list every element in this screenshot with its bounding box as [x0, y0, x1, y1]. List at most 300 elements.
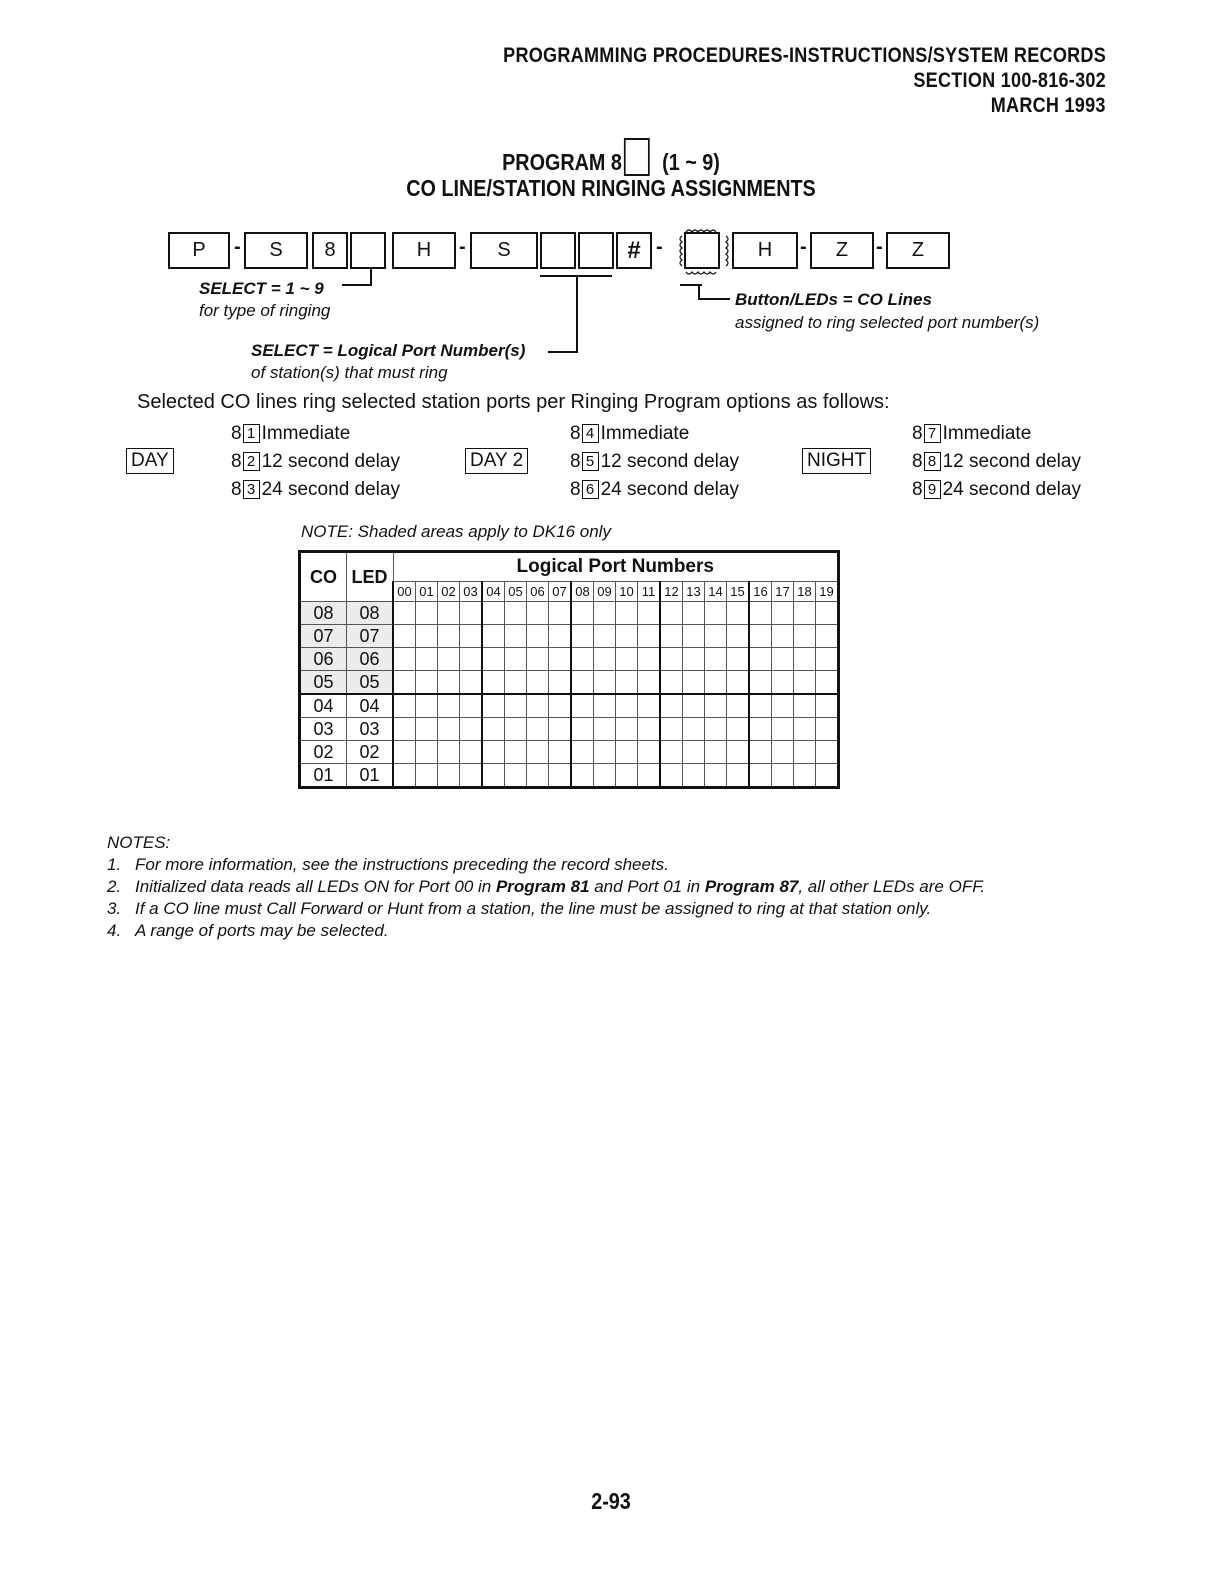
assignment-cell[interactable]	[749, 718, 772, 741]
assignment-cell[interactable]	[660, 741, 683, 764]
port-number: 04	[482, 582, 505, 602]
port-number: 06	[527, 582, 549, 602]
assignment-cell[interactable]	[705, 671, 727, 695]
assignment-cell[interactable]	[772, 764, 794, 788]
assignment-cell[interactable]	[438, 741, 460, 764]
assignment-cell[interactable]	[705, 625, 727, 648]
program-title	[86, 138, 1137, 176]
program-range: (1 ~ 9)	[662, 149, 720, 175]
assignment-cell[interactable]	[571, 648, 594, 671]
flashing-led-icon	[664, 214, 744, 286]
option-text: 24 second delay	[600, 479, 739, 500]
assignment-cell[interactable]	[683, 671, 705, 695]
page-number: 2-93	[591, 1488, 631, 1514]
key-blank	[350, 232, 386, 269]
assignment-cell[interactable]	[683, 764, 705, 788]
ringing-assignment-table	[298, 550, 840, 789]
assignment-cell[interactable]	[727, 625, 750, 648]
co-cell: 01	[300, 764, 347, 788]
assignment-cell[interactable]	[438, 671, 460, 695]
assignment-cell[interactable]	[727, 764, 750, 788]
assignment-cell[interactable]	[683, 648, 705, 671]
assignment-cell[interactable]	[616, 625, 638, 648]
ringing-option	[231, 420, 350, 448]
ringing-option	[912, 420, 1031, 448]
table-body	[300, 602, 839, 788]
ringing-option	[912, 476, 1081, 504]
assignment-cell[interactable]	[438, 694, 460, 718]
note-text: For more information, see the instructions preceding the record sheets.	[135, 855, 669, 874]
select-ports-label: SELECT = Logical Port Number(s)	[251, 341, 526, 360]
port-number: 10	[616, 582, 638, 602]
option-text: Immediate	[942, 423, 1032, 444]
option-number-box: 1	[243, 424, 260, 443]
assignment-cell[interactable]	[638, 602, 661, 625]
notes-section	[107, 832, 985, 942]
assignment-cell[interactable]	[527, 648, 549, 671]
note-text: A range of ports may be selected.	[135, 921, 389, 940]
assignment-cell[interactable]	[416, 718, 438, 741]
note-number: 2.	[107, 877, 122, 896]
assignment-cell[interactable]	[594, 694, 616, 718]
assignment-cell[interactable]	[482, 764, 505, 788]
assignment-cell[interactable]	[660, 602, 683, 625]
assignment-cell[interactable]	[571, 671, 594, 695]
assignment-cell[interactable]	[594, 741, 616, 764]
notes-list	[107, 854, 985, 942]
assignment-cell[interactable]	[616, 741, 638, 764]
assignment-cell[interactable]	[816, 764, 839, 788]
option-text: 24 second delay	[942, 479, 1081, 500]
option-text: Immediate	[600, 423, 690, 444]
assignment-cell[interactable]	[705, 694, 727, 718]
port-number: 17	[772, 582, 794, 602]
key-hash: #	[616, 232, 652, 269]
leader-line	[342, 284, 372, 286]
notes-heading: NOTES:	[107, 833, 171, 852]
note-number: 1.	[107, 855, 122, 874]
port-number: 07	[549, 582, 572, 602]
assignment-cell[interactable]	[438, 602, 460, 625]
assignment-cell[interactable]	[816, 741, 839, 764]
assignment-cell[interactable]	[438, 718, 460, 741]
led-cell: 06	[347, 648, 394, 671]
assignment-cell[interactable]	[505, 625, 527, 648]
assignment-cell[interactable]	[794, 741, 816, 764]
col-led-header: LED	[347, 552, 394, 602]
assignment-cell[interactable]	[571, 694, 594, 718]
assignment-cell[interactable]	[460, 764, 483, 788]
assignment-cell[interactable]	[772, 648, 794, 671]
note-text: Program 87	[704, 877, 799, 896]
assignment-cell[interactable]	[683, 694, 705, 718]
ringing-option	[570, 476, 739, 504]
assignment-cell[interactable]	[660, 764, 683, 788]
assignment-cell[interactable]	[460, 671, 483, 695]
assignment-cell[interactable]	[460, 602, 483, 625]
led-cell: 01	[347, 764, 394, 788]
header-section: SECTION 100-816-302	[913, 69, 1106, 92]
assignment-cell[interactable]	[482, 671, 505, 695]
assignment-cell[interactable]	[460, 625, 483, 648]
assignment-cell[interactable]	[794, 718, 816, 741]
assignment-cell[interactable]	[416, 648, 438, 671]
mode-night: NIGHT	[802, 448, 871, 474]
col-co-header: CO	[300, 552, 347, 602]
assignment-cell[interactable]	[816, 694, 839, 718]
assignment-cell[interactable]	[482, 602, 505, 625]
assignment-cell[interactable]	[794, 602, 816, 625]
led-cell: 05	[347, 671, 394, 695]
led-cell: 04	[347, 694, 394, 718]
option-prefix: 8	[231, 479, 242, 500]
ringing-option	[231, 476, 400, 504]
assignment-cell[interactable]	[616, 694, 638, 718]
assignment-cell[interactable]	[772, 718, 794, 741]
assignment-cell[interactable]	[416, 764, 438, 788]
assignment-cell[interactable]	[594, 602, 616, 625]
assignment-cell[interactable]	[505, 764, 527, 788]
assignment-cell[interactable]	[705, 648, 727, 671]
program-subtitle: CO LINE/STATION RINGING ASSIGNMENTS	[406, 175, 816, 201]
note-text: and Port 01 in	[589, 877, 705, 896]
assignment-cell[interactable]	[638, 625, 661, 648]
led-cell: 08	[347, 602, 394, 625]
assignment-cell[interactable]	[549, 671, 572, 695]
assignment-cell[interactable]	[772, 671, 794, 695]
assignment-cell[interactable]	[393, 741, 416, 764]
assignment-cell[interactable]	[393, 602, 416, 625]
header-title: PROGRAMMING PROCEDURES-INSTRUCTIONS/SYSTEM RECORDS	[503, 44, 1106, 67]
assignment-cell[interactable]	[794, 764, 816, 788]
assignment-cell[interactable]	[727, 648, 750, 671]
option-number-box: 7	[924, 424, 941, 443]
option-number-box: 9	[924, 480, 941, 499]
key-h: H	[732, 232, 798, 269]
mode-day: DAY	[126, 448, 174, 474]
assignment-cell[interactable]	[816, 671, 839, 695]
ringing-option	[231, 448, 400, 476]
note-item	[107, 876, 985, 898]
note-number: 3.	[107, 899, 122, 918]
table-row	[300, 671, 839, 695]
key-dash: -	[800, 236, 807, 258]
assignment-cell[interactable]	[660, 671, 683, 695]
assignment-cell[interactable]	[527, 764, 549, 788]
leader-line	[698, 298, 730, 300]
option-text: Immediate	[261, 423, 351, 444]
assignment-cell[interactable]	[616, 648, 638, 671]
table-row	[300, 764, 839, 788]
table-note: NOTE: Shaded areas apply to DK16 only	[301, 522, 611, 541]
assignment-cell[interactable]	[527, 741, 549, 764]
co-cell: 05	[300, 671, 347, 695]
option-prefix: 8	[570, 479, 581, 500]
assignment-cell[interactable]	[749, 764, 772, 788]
note-text: , all other LEDs are OFF.	[798, 877, 986, 896]
port-number: 15	[727, 582, 750, 602]
option-prefix: 8	[912, 479, 923, 500]
port-number: 03	[460, 582, 483, 602]
assignment-cell[interactable]	[594, 764, 616, 788]
assignment-cell[interactable]	[772, 625, 794, 648]
key-blank	[578, 232, 614, 269]
assignment-cell[interactable]	[638, 694, 661, 718]
assignment-cell[interactable]	[749, 741, 772, 764]
assignment-cell[interactable]	[816, 718, 839, 741]
port-number: 13	[683, 582, 705, 602]
assignment-cell[interactable]	[727, 602, 750, 625]
assignment-cell[interactable]	[505, 648, 527, 671]
note-text: Program 81	[495, 877, 590, 896]
assignment-cell[interactable]	[460, 741, 483, 764]
assignment-cell[interactable]	[727, 741, 750, 764]
header-date: MARCH 1993	[991, 94, 1106, 117]
assignment-cell[interactable]	[638, 671, 661, 695]
assignment-cell[interactable]	[438, 648, 460, 671]
option-text: 24 second delay	[261, 479, 400, 500]
assignment-cell[interactable]	[549, 625, 572, 648]
button-leds-desc: assigned to ring selected port number(s)	[735, 313, 1040, 332]
leader-line	[576, 276, 578, 352]
program-prefix: PROGRAM 8	[502, 149, 622, 175]
assignment-cell[interactable]	[416, 741, 438, 764]
assignment-cell[interactable]	[660, 694, 683, 718]
assignment-cell[interactable]	[549, 602, 572, 625]
co-cell: 02	[300, 741, 347, 764]
assignment-cell[interactable]	[683, 602, 705, 625]
assignment-cell[interactable]	[660, 625, 683, 648]
assignment-cell[interactable]	[660, 718, 683, 741]
assignment-cell[interactable]	[616, 718, 638, 741]
port-number: 19	[816, 582, 839, 602]
assignment-cell[interactable]	[571, 741, 594, 764]
port-number: 18	[794, 582, 816, 602]
assignment-cell[interactable]	[660, 648, 683, 671]
assignment-cell[interactable]	[416, 694, 438, 718]
option-prefix: 8	[570, 423, 581, 444]
table-row	[300, 741, 839, 764]
key-s: S	[244, 232, 308, 269]
assignment-cell[interactable]	[571, 602, 594, 625]
key-dash: -	[234, 236, 241, 258]
assignment-cell[interactable]	[594, 648, 616, 671]
assignment-cell[interactable]	[638, 764, 661, 788]
note-item	[107, 898, 985, 920]
assignment-cell[interactable]	[549, 764, 572, 788]
table-row	[300, 625, 839, 648]
port-number: 14	[705, 582, 727, 602]
port-number: 12	[660, 582, 683, 602]
port-number: 01	[416, 582, 438, 602]
assignment-cell[interactable]	[794, 671, 816, 695]
assignment-cell[interactable]	[683, 741, 705, 764]
assignment-cell[interactable]	[460, 648, 483, 671]
select-ringing-desc: for type of ringing	[199, 301, 331, 320]
assignment-cell[interactable]	[571, 625, 594, 648]
assignment-cell[interactable]	[416, 602, 438, 625]
port-number: 09	[594, 582, 616, 602]
port-number: 16	[749, 582, 772, 602]
assignment-cell[interactable]	[527, 718, 549, 741]
assignment-cell[interactable]	[727, 694, 750, 718]
led-cell: 03	[347, 718, 394, 741]
assignment-cell[interactable]	[549, 741, 572, 764]
key-blank	[540, 232, 576, 269]
port-number: 08	[571, 582, 594, 602]
key-h: H	[392, 232, 456, 269]
assignment-cell[interactable]	[749, 625, 772, 648]
option-number-box: 4	[582, 424, 599, 443]
option-number-box: 8	[924, 452, 941, 471]
assignment-cell[interactable]	[705, 741, 727, 764]
ringing-option	[570, 420, 689, 448]
assignment-cell[interactable]	[816, 602, 839, 625]
assignment-cell[interactable]	[705, 718, 727, 741]
assignment-cell[interactable]	[438, 764, 460, 788]
note-item	[107, 854, 985, 876]
assignment-cell[interactable]	[482, 625, 505, 648]
assignment-cell[interactable]	[638, 741, 661, 764]
leader-line	[698, 285, 700, 299]
assignment-cell[interactable]	[527, 625, 549, 648]
assignment-cell[interactable]	[393, 764, 416, 788]
assignment-cell[interactable]	[505, 602, 527, 625]
assignment-cell[interactable]	[616, 671, 638, 695]
assignment-cell[interactable]	[794, 625, 816, 648]
assignment-cell[interactable]	[482, 694, 505, 718]
assignment-cell[interactable]	[393, 718, 416, 741]
co-cell: 06	[300, 648, 347, 671]
led-cell: 02	[347, 741, 394, 764]
table-row	[300, 694, 839, 718]
assignment-cell[interactable]	[393, 648, 416, 671]
program-digit-box	[624, 138, 650, 176]
co-cell: 08	[300, 602, 347, 625]
ringing-option	[570, 448, 739, 476]
note-item	[107, 920, 985, 942]
assignment-cell[interactable]	[527, 671, 549, 695]
key-dash: -	[876, 236, 883, 258]
port-number: 00	[393, 582, 416, 602]
ringing-option	[912, 448, 1081, 476]
table-row	[300, 718, 839, 741]
mode-day-2: DAY 2	[465, 448, 528, 474]
port-number: 02	[438, 582, 460, 602]
assignment-cell[interactable]	[794, 648, 816, 671]
assignment-cell[interactable]	[816, 648, 839, 671]
assignment-cell[interactable]	[393, 694, 416, 718]
option-number-box: 5	[582, 452, 599, 471]
assignment-cell[interactable]	[482, 741, 505, 764]
option-prefix: 8	[912, 451, 923, 472]
assignment-cell[interactable]	[594, 671, 616, 695]
assignment-cell[interactable]	[705, 602, 727, 625]
assignment-cell[interactable]	[727, 671, 750, 695]
assignment-cell[interactable]	[616, 602, 638, 625]
key-s: S	[470, 232, 538, 269]
assignment-cell[interactable]	[749, 694, 772, 718]
assignment-cell[interactable]	[816, 625, 839, 648]
port-number: 11	[638, 582, 661, 602]
assignment-cell[interactable]	[705, 764, 727, 788]
assignment-cell[interactable]	[482, 718, 505, 741]
key-dash: -	[656, 236, 663, 258]
assignment-cell[interactable]	[749, 602, 772, 625]
table-row	[300, 648, 839, 671]
assignment-cell[interactable]	[416, 671, 438, 695]
assignment-cell[interactable]	[549, 694, 572, 718]
assignment-cell[interactable]	[505, 671, 527, 695]
key-dash: -	[459, 236, 466, 258]
assignment-cell[interactable]	[527, 602, 549, 625]
note-text: If a CO line must Call Forward or Hunt from a station, the line must be assigned to ring at that station only.	[135, 899, 932, 918]
option-number-box: 3	[243, 480, 260, 499]
leader-line	[548, 351, 578, 353]
option-prefix: 8	[231, 423, 242, 444]
leader-line	[370, 269, 372, 285]
assignment-cell[interactable]	[460, 718, 483, 741]
assignment-cell[interactable]	[505, 741, 527, 764]
select-ports-desc: of station(s) that must ring	[251, 363, 448, 382]
assignment-cell[interactable]	[505, 694, 527, 718]
note-number: 4.	[107, 921, 122, 940]
assignment-cell[interactable]	[438, 625, 460, 648]
assignment-cell[interactable]	[727, 718, 750, 741]
table-row	[300, 602, 839, 625]
assignment-cell[interactable]	[749, 648, 772, 671]
option-text: 12 second delay	[942, 451, 1081, 472]
option-text: 12 second delay	[600, 451, 739, 472]
note-text: Initialized data reads all LEDs ON for Port 00 in	[135, 877, 496, 896]
assignment-cell[interactable]	[772, 741, 794, 764]
assignment-cell[interactable]	[772, 694, 794, 718]
logical-port-header: Logical Port Numbers	[393, 552, 839, 582]
key-z: Z	[886, 232, 950, 269]
assignment-cell[interactable]	[482, 648, 505, 671]
assignment-cell[interactable]	[416, 625, 438, 648]
assignment-cell[interactable]	[393, 625, 416, 648]
key-z: Z	[810, 232, 874, 269]
assignment-cell[interactable]	[393, 671, 416, 695]
co-cell: 03	[300, 718, 347, 741]
assignment-cell[interactable]	[549, 648, 572, 671]
assignment-cell[interactable]	[594, 625, 616, 648]
assignment-cell[interactable]	[505, 718, 527, 741]
co-cell: 04	[300, 694, 347, 718]
assignment-cell[interactable]	[460, 694, 483, 718]
option-prefix: 8	[570, 451, 581, 472]
assignment-cell[interactable]	[571, 764, 594, 788]
option-number-box: 2	[243, 452, 260, 471]
option-prefix: 8	[231, 451, 242, 472]
assignment-cell[interactable]	[683, 625, 705, 648]
assignment-cell[interactable]	[749, 671, 772, 695]
co-cell: 07	[300, 625, 347, 648]
assignment-cell[interactable]	[549, 718, 572, 741]
assignment-cell[interactable]	[772, 602, 794, 625]
select-ringing-label: SELECT = 1 ~ 9	[199, 279, 324, 298]
assignment-cell[interactable]	[616, 764, 638, 788]
key-p: P	[168, 232, 230, 269]
assignment-cell[interactable]	[794, 694, 816, 718]
assignment-cell[interactable]	[638, 648, 661, 671]
assignment-cell[interactable]	[683, 718, 705, 741]
assignment-cell[interactable]	[571, 718, 594, 741]
assignment-cell[interactable]	[638, 718, 661, 741]
assignment-cell[interactable]	[527, 694, 549, 718]
assignment-cell[interactable]	[594, 718, 616, 741]
